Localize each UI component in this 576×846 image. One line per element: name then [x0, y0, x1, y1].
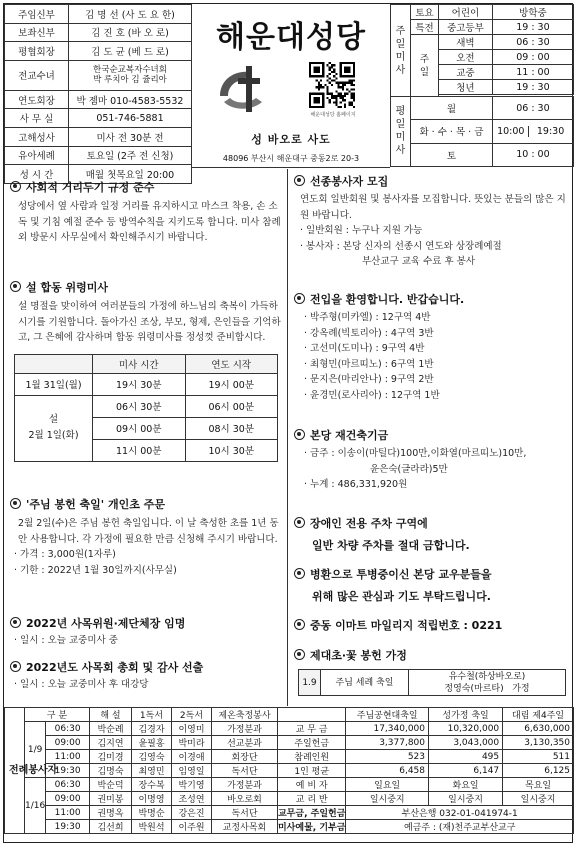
footer-head-reading1: 1독서 — [131, 708, 171, 722]
flower-family: 가정 — [512, 683, 530, 694]
staff-row — [5, 127, 192, 146]
welcome-list — [288, 310, 574, 403]
liturgy-row — [5, 750, 574, 764]
staff-value: 051-746-5881 — [69, 109, 192, 128]
liturgy-cell: 가정분과 — [211, 778, 277, 792]
money-cell: 523 — [346, 750, 429, 764]
liturgy-cell: 독서단 — [211, 764, 277, 778]
candle-price: · 가격 : 3,000원(1자루) — [14, 549, 116, 560]
liturgy-cell: 임영일 — [171, 764, 211, 778]
staff-label: 전교수녀 — [5, 60, 69, 90]
bank-account: 부산은행 032-01-041974-1 — [346, 806, 574, 820]
staff-row — [5, 42, 192, 61]
sunday-mass-text: 주일미사 — [395, 25, 406, 76]
liturgy-cell: 독서단 — [211, 806, 277, 820]
volunteer-title: 선종봉사자 모집 — [310, 175, 389, 188]
bank-label-2: 미사예물, 기부금 — [277, 820, 345, 834]
money-cell: 참례인원 — [277, 750, 345, 764]
candle-title: '주님 봉헌 축일' 개인초 주문 — [26, 498, 165, 511]
liturgy-cell: 박원석 — [131, 820, 171, 834]
bullet-icon — [10, 661, 21, 672]
section-prayer — [288, 564, 574, 608]
staff-value: 김 도 균 (베 드 로) — [69, 42, 192, 61]
liturgy-row — [5, 778, 574, 792]
bullet-icon — [10, 181, 21, 192]
fund-title: 본당 재건축기금 — [310, 429, 389, 442]
dawn-label: 새벽 — [439, 35, 493, 50]
fund-this-week: · 금주 : 이송이(마틸다)100만,이화열(마르띠노)10만, — [304, 448, 527, 459]
liturgy-label-text: 전례봉사자 — [9, 764, 58, 776]
appointment-when: · 일시 : 오늘 교중미사 중 — [14, 635, 118, 646]
morning-label: 오전 — [439, 50, 493, 65]
liturgy-cell: 권미봉 — [89, 792, 131, 806]
fund-total: · 누계 : 486,331,920원 — [304, 479, 408, 490]
liturgy-cell: 장수복 — [131, 778, 171, 792]
money-cell: 17,340,000 — [346, 722, 429, 736]
liturgy-cell: 11:00 — [46, 750, 90, 764]
memorial-mass-table — [14, 354, 278, 462]
liturgy-cell: 최영민 — [131, 764, 171, 778]
liturgy-cell: 가정분과 — [211, 722, 277, 736]
money-cell: 교 무 금 — [277, 722, 345, 736]
weekday-mass-label — [391, 97, 411, 167]
sunday-label — [411, 35, 439, 97]
money-cell: 511 — [503, 750, 574, 764]
liturgy-cell: 박기영 — [171, 778, 211, 792]
section-volunteer — [288, 173, 574, 270]
staff-label: 사 무 실 — [5, 109, 69, 128]
mass-schedule-table — [390, 4, 574, 167]
staff-value: 미사 전 30분 전 — [69, 127, 192, 146]
middle-high-time: 19 : 30 — [492, 20, 573, 35]
section-title — [4, 279, 287, 295]
money-cell: 3,043,000 — [429, 736, 503, 750]
liturgy-row — [5, 820, 574, 834]
liturgy-cell: 11:00 — [46, 806, 90, 820]
money-head — [277, 708, 345, 722]
staff-value — [69, 60, 192, 90]
section-appointment — [4, 615, 287, 649]
liturgy-cell: 강은진 — [171, 806, 211, 820]
section-title — [288, 291, 574, 307]
sat-weekday-time: 10 : 00 — [492, 143, 573, 166]
section-title — [4, 659, 287, 675]
volunteer-body: 연도회 일반회원 및 봉사자를 모집합니다. 뜻있는 분들의 많은 지원 바랍니다. — [300, 194, 566, 221]
welcome-item: · 최형민(마르띠노) : 6구역 1반 — [304, 358, 434, 370]
liturgy-cell: 권명옥 — [89, 806, 131, 820]
flower-name-2: 정영숙(마르타) — [444, 683, 504, 694]
liturgy-cell: 이경애 — [171, 750, 211, 764]
mon-label: 월 — [411, 97, 493, 120]
day1-label: 1월 31일(월) — [15, 373, 93, 395]
liturgy-cell: 김영숙 — [131, 750, 171, 764]
day2-label — [15, 395, 93, 461]
sat-weekday-label: 토 — [411, 143, 493, 166]
staff-label: 평협회장 — [5, 42, 69, 61]
liturgy-cell: 이영미 — [171, 722, 211, 736]
class-cell: 일시중지 — [429, 792, 503, 806]
catechumen-cell: 화요일 — [429, 778, 503, 792]
money-cell: 1인 평균 — [277, 764, 345, 778]
prayer-line-2: 위해 많은 관심과 기도 부탁드립니다. — [312, 590, 491, 603]
vacation-col-head: 방학중 — [492, 5, 573, 20]
money-cell: 3,130,350 — [503, 736, 574, 750]
footer-head-service: 제온축정봉사 — [211, 708, 277, 722]
flower-event: 주님 세례 축일 — [321, 670, 409, 696]
liturgy-cell: 06:30 — [46, 722, 90, 736]
parish-logo-icon — [214, 62, 274, 116]
liturgy-cell: 09:00 — [46, 792, 90, 806]
bullet-icon — [294, 293, 305, 304]
section-title — [4, 615, 287, 631]
class-cell: 교 리 반 — [277, 792, 345, 806]
youth-time: 19 : 30 — [492, 80, 573, 95]
tue-fri-times — [492, 120, 573, 143]
main-time: 11 : 00 — [492, 65, 573, 80]
tue-fri-time1: 10:00 — [494, 126, 529, 137]
weekday-mass-text: 평일미사 — [395, 106, 406, 157]
liturgy-row — [5, 764, 574, 778]
welcome-item: · 문지은(마리안나) : 9구역 2반 — [304, 374, 434, 385]
middle-high-label: 중고등부 — [439, 20, 493, 35]
section-title — [4, 496, 287, 512]
staff-label: 연도회장 — [5, 90, 69, 109]
distancing-body: 성당에서 옆 사람과 일정 거리를 유지하시고 마스크 착용, 손 소독 및 기침 예절 준수 등 방역수칙을 지키도록 합니다. 미사 참례 외 방문시 사무실에서 확인해주시기 바랍니다. — [18, 201, 281, 243]
mon-time: 06 : 30 — [492, 97, 573, 120]
appointment-title: 2022년 사목위원·제단체장 임명 — [26, 617, 186, 630]
table-corner — [15, 354, 93, 373]
left-column — [4, 169, 288, 706]
footer-header-row — [5, 708, 574, 722]
candle-deadline: · 기한 : 2022년 1월 30일까지(사무실) — [14, 564, 177, 576]
patron-saint: 성 바오로 사도 — [251, 133, 331, 146]
candle-body: 2월 2일(수)은 주님 봉헌 축일입니다. 이 날 축성한 초를 1년 동안 사용합니다. 각 가정에 필요한 만큼 신청해 주시기 바랍니다. — [18, 518, 279, 545]
liturgy-cell: 김명숙 — [89, 764, 131, 778]
volunteer-item-2b: 부산교구 교육 수료 후 봉사 — [362, 256, 476, 267]
section-building-fund — [288, 427, 574, 493]
day2-mass-2: 09시 00분 — [93, 417, 186, 439]
money-cell: 6,458 — [346, 764, 429, 778]
section-distancing — [4, 179, 287, 246]
liturgy-cell: 조성연 — [171, 792, 211, 806]
volunteer-item-2: · 봉사자 : 본당 신자의 선종시 연도와 상장례예절 — [300, 240, 502, 252]
liturgy-cell: 김지연 — [89, 736, 131, 750]
section-title — [288, 427, 574, 443]
memorial-title: 설 합동 위령미사 — [26, 281, 109, 294]
staff-label: 주임신부 — [5, 5, 69, 24]
meeting-title: 2022년도 사목회 총회 및 감사 선출 — [26, 661, 204, 674]
liturgy-cell: 김경자 — [131, 722, 171, 736]
sunday-mass-label — [391, 5, 411, 97]
parish-name: 해운대성당 — [216, 20, 366, 55]
section-general-meeting — [4, 659, 287, 693]
money-head: 주님공현대축일 — [346, 708, 429, 722]
youth-label: 청년 — [439, 80, 493, 95]
flower-names — [409, 670, 566, 696]
day1-yeondo: 19시 00분 — [185, 373, 278, 395]
liturgy-row — [5, 806, 574, 820]
day1-mass: 19시 30분 — [93, 373, 186, 395]
liturgy-cell: 이주원 — [171, 820, 211, 834]
class-cell: 일시중지 — [503, 792, 574, 806]
section-welcome — [288, 291, 574, 403]
staff-value: 박 젬마 010-4583-5532 — [69, 90, 192, 109]
staff-table — [4, 4, 192, 184]
flower-table — [298, 669, 566, 696]
morning-time: 09 : 00 — [492, 50, 573, 65]
section-title — [4, 179, 287, 195]
bullet-icon — [10, 617, 21, 628]
day2-yeondo-3: 10시 30분 — [185, 439, 278, 461]
day2-mass-1: 06시 30분 — [93, 395, 186, 417]
money-head: 대림 제4주일 — [503, 708, 574, 722]
child-col-head: 어린이 — [439, 5, 493, 20]
liturgy-cell: 회장단 — [211, 750, 277, 764]
tue-fri-label: 화 · 수 · 목 · 금 — [411, 120, 493, 143]
volunteer-item-1: · 일반회원 : 누구나 지원 가능 — [300, 225, 423, 236]
bank-label-1: 교무금, 주일헌금 — [277, 806, 345, 820]
staff-row — [5, 90, 192, 109]
catechumen-cell: 예 비 자 — [277, 778, 345, 792]
liturgy-row — [5, 722, 574, 736]
prayer-title: 병환으로 투병중이신 본당 교우분들을 — [310, 568, 492, 581]
staff-value: 매월 첫목요일 20:00 — [69, 165, 192, 184]
parish-header — [192, 4, 390, 168]
section-title — [288, 564, 574, 586]
money-cell: 주일헌금 — [277, 736, 345, 750]
liturgy-finance-table — [4, 707, 574, 834]
class-cell: 일시중지 — [346, 792, 429, 806]
mileage-title: 중동 이마트 마일리지 적립번호 : 0221 — [310, 619, 503, 632]
liturgy-cell: 06:30 — [46, 778, 90, 792]
liturgy-cell: 선교분과 — [211, 736, 277, 750]
bank-holder: 예금주 : (재)천주교부산교구 — [346, 820, 574, 834]
staff-row — [5, 146, 192, 165]
bullet-icon — [294, 517, 305, 528]
flower-name-2-row — [409, 683, 565, 695]
distancing-title: 사회적 거리두기 규정 준수 — [26, 181, 155, 194]
footer-head-reading2: 2독서 — [171, 708, 211, 722]
section-title — [288, 617, 574, 633]
liturgy-date: 1/16 — [25, 778, 46, 834]
fund-this-week-2: 윤은숙(글라라)5만 — [370, 463, 448, 475]
parking-line-2: 일반 차량 주차를 절대 금합니다. — [312, 539, 470, 552]
liturgy-cell: 박순덕 — [89, 778, 131, 792]
special-label: 특전 — [411, 20, 439, 35]
liturgy-date: 1/9 — [25, 722, 46, 778]
staff-value: 김 진 호 (바 오 로) — [69, 23, 192, 42]
day2-label-a: 설 — [48, 414, 59, 425]
money-cell: 495 — [429, 750, 503, 764]
day2-yeondo-2: 08시 30분 — [185, 417, 278, 439]
liturgy-cell: 09:00 — [46, 736, 90, 750]
staff-row — [5, 109, 192, 128]
liturgy-cell: 윤필홍 — [131, 736, 171, 750]
qr-caption: 해운대성당 홈페이지 — [310, 112, 356, 118]
staff-label: 유아세례 — [5, 146, 69, 165]
staff-row — [5, 5, 192, 24]
liturgy-cell: 19:30 — [46, 820, 90, 834]
bullet-icon — [294, 429, 305, 440]
bullet-icon — [294, 649, 305, 660]
footer-head-commentary: 해 설 — [89, 708, 131, 722]
staff-value: 김 명 선 (사 도 요 한) — [69, 5, 192, 24]
footer-head-division: 구 분 — [25, 708, 90, 722]
bulletin-page — [3, 3, 573, 843]
welcome-item: · 강옥례(빅토리아) : 4구역 3반 — [304, 327, 434, 339]
liturgy-cell: 김미경 — [89, 750, 131, 764]
money-cell: 6,630,000 — [503, 722, 574, 736]
money-cell: 10,320,000 — [429, 722, 503, 736]
staff-label: 고해성사 — [5, 127, 69, 146]
day2-yeondo-1: 06시 00분 — [185, 395, 278, 417]
staff-value: 토요일 (2주 전 신청) — [69, 146, 192, 165]
liturgy-cell: 박미라 — [171, 736, 211, 750]
bullet-icon — [294, 568, 305, 579]
section-title — [288, 647, 574, 663]
section-mileage — [288, 617, 574, 633]
liturgy-cell: 교정사목회 — [211, 820, 277, 834]
welcome-title: 전입을 환영합니다. 반갑습니다. — [310, 293, 465, 306]
staff-value-line-1: 한국순교복자수녀회 — [93, 65, 167, 76]
section-title — [288, 513, 574, 535]
section-title — [288, 173, 574, 189]
flower-date: 1.9 — [299, 670, 321, 696]
section-candle-order — [4, 496, 287, 578]
liturgy-cell: 박명순 — [131, 806, 171, 820]
money-cell: 3,377,800 — [346, 736, 429, 750]
liturgy-row — [5, 736, 574, 750]
welcome-item: · 윤경민(로사리아) : 12구역 1반 — [304, 389, 440, 401]
qr-code-icon — [309, 62, 355, 108]
money-cell: 6,147 — [429, 764, 503, 778]
tue-fri-time2: 19:30 — [536, 125, 565, 137]
sat-label: 토요 — [411, 5, 439, 20]
parish-address: 48096 부산시 해운대구 중동2로 20-3 — [222, 154, 360, 163]
main-label: 교중 — [439, 65, 493, 80]
section-memorial-mass — [4, 279, 287, 462]
bullet-icon — [10, 281, 21, 292]
memorial-body: 설 명절을 맞이하여 여러분들의 가정에 하느님의 축복이 가득하시기를 기원합니다. 돌아가신 조상, 부모, 형제, 은인들을 기억하고, 그 은혜에 감사하며 합동 위령미사를 정성껏 준비합시다. — [18, 301, 281, 343]
staff-row — [5, 60, 192, 90]
bullet-icon — [294, 175, 305, 186]
staff-label: 성 시 간 — [5, 165, 69, 184]
liturgy-cell: 바오로회 — [211, 792, 277, 806]
staff-row — [5, 23, 192, 42]
staff-value-line-2: 박 루치아 김 쥴리아 — [93, 75, 167, 86]
meeting-when: · 일시 : 오늘 교중미사 후 대강당 — [14, 679, 149, 690]
section-flower — [288, 647, 574, 696]
section-parking — [288, 513, 574, 557]
welcome-item: · 고선미(도미나) : 9구역 4반 — [304, 343, 425, 354]
catechumen-cell: 목요일 — [503, 778, 574, 792]
yeondo-head: 연도 시작 — [185, 354, 278, 373]
right-column — [288, 169, 574, 706]
dawn-time: 06 : 30 — [492, 35, 573, 50]
staff-label: 보좌신부 — [5, 23, 69, 42]
bullet-icon — [294, 619, 305, 630]
sunday-text: 주일 — [419, 53, 430, 78]
money-head: 성가정 축일 — [429, 708, 503, 722]
flower-name-1: 유수철(하상바오로) — [448, 671, 526, 682]
liturgy-row — [5, 792, 574, 806]
flower-title: 제대초·꽃 봉헌 가정 — [310, 649, 407, 662]
day2-label-b: 2월 1일(화) — [28, 430, 79, 441]
bullet-icon — [10, 498, 21, 509]
mass-time-head: 미사 시간 — [93, 354, 186, 373]
liturgy-cell: 19:30 — [46, 764, 90, 778]
liturgy-cell: 김선희 — [89, 820, 131, 834]
liturgy-cell: 박순례 — [89, 722, 131, 736]
money-cell: 6,125 — [503, 764, 574, 778]
liturgy-cell: 이명영 — [131, 792, 171, 806]
welcome-item: · 박주형(미카엘) : 12구역 4반 — [304, 312, 431, 323]
day2-mass-3: 11시 00분 — [93, 439, 186, 461]
catechumen-cell: 일요일 — [346, 778, 429, 792]
parking-title: 장애인 전용 주차 구역에 — [310, 517, 428, 530]
